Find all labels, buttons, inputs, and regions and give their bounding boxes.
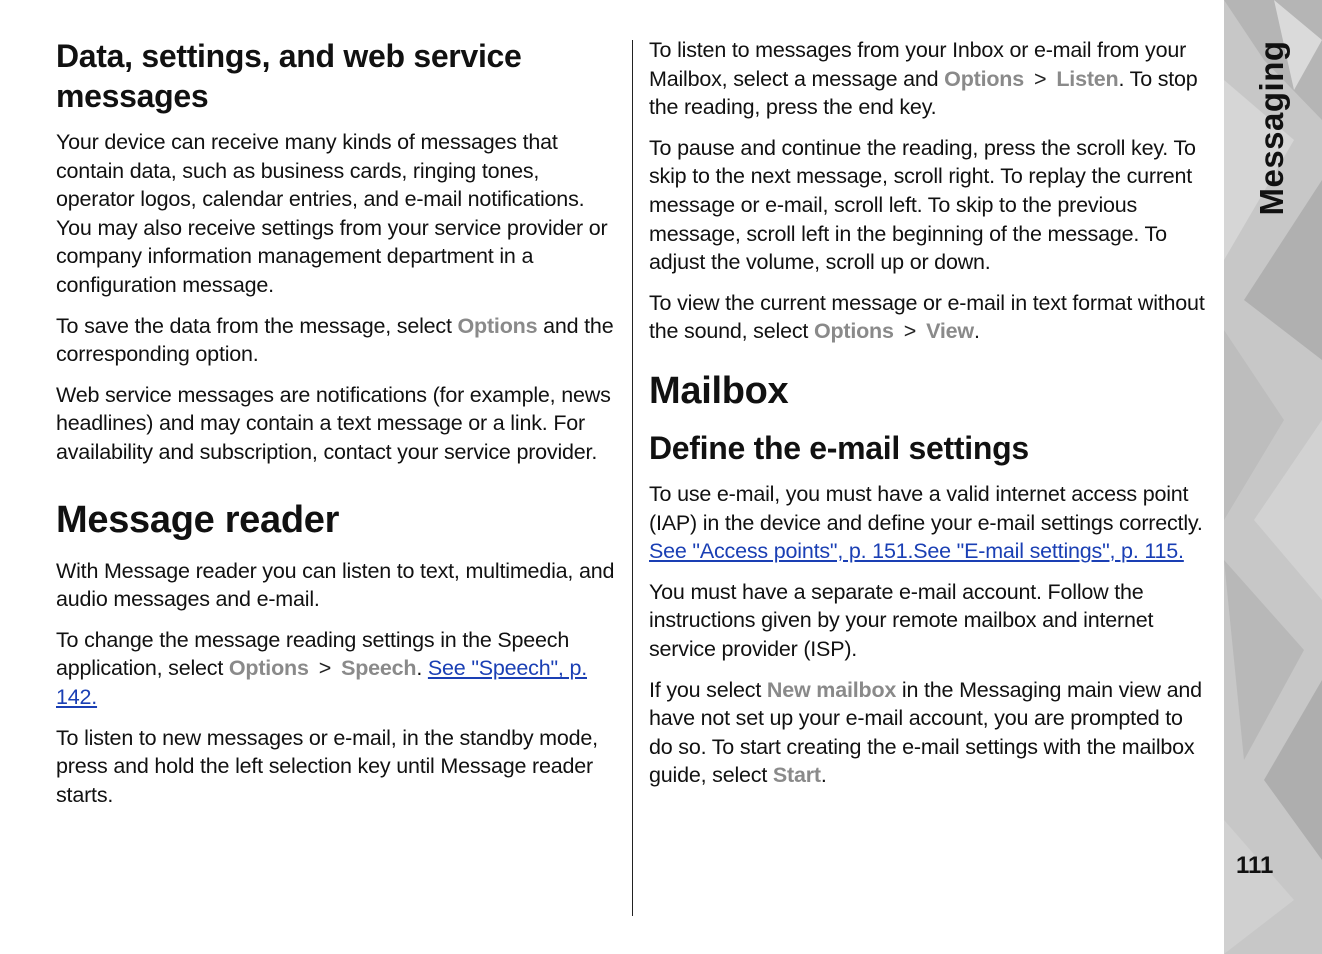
ui-view: View xyxy=(926,319,974,344)
paragraph: You must have a separate e-mail account. Follow the instructions given by your remote mailbox and internet service provider (ISP). xyxy=(649,579,1154,661)
section-label: Messaging xyxy=(1253,40,1290,216)
ui-options: Options xyxy=(944,66,1024,91)
ui-start: Start xyxy=(772,763,821,788)
paragraph: To view the current message or e-mail in text format without the sound, select Options > View. xyxy=(649,290,1205,344)
paragraph: With Message reader you can listen to text, multimedia, and audio messages and e-mail. xyxy=(56,558,615,612)
menu-separator: > xyxy=(318,656,332,681)
right-column xyxy=(649,36,1211,802)
left-column xyxy=(56,36,618,821)
paragraph: To change the message reading settings in the Speech application, select Options > Speech. See "Speech", p. 142. xyxy=(56,627,587,709)
ui-options: Options xyxy=(457,313,538,338)
paragraph: To use e-mail, you must have a valid internet access point (IAP) in the device and define your e-mail settings correctly. See "Access points", p. 151.See "E-mail settings", p. 115. xyxy=(649,481,1203,564)
heading-message-reader: Message reader xyxy=(56,498,340,541)
heading-define-email: Define the e-mail settings xyxy=(649,429,1029,466)
ui-speech: Speech xyxy=(341,656,417,681)
paragraph: Web service messages are notifications (for example, news headlines) and may contain a text message or a link. For availability and subscription, contact your service provider. xyxy=(56,382,611,464)
heading-data-settings: Data, settings, and web service messages xyxy=(56,38,522,114)
menu-separator: > xyxy=(903,319,917,344)
paragraph: Your device can receive many kinds of messages that contain data, such as business cards, ringing tones, operator logos, calendar entries, and e-mail notifications. You may also receive settings from your service provider or company information management department in a configuration message. xyxy=(56,130,608,297)
ui-listen: Listen xyxy=(1056,66,1119,91)
heading-mailbox: Mailbox xyxy=(649,369,789,412)
paragraph: To save the data from the message, select Options and the corresponding option. xyxy=(56,313,614,367)
paragraph: To pause and continue the reading, press the scroll key. To skip to the next message, scroll right. To replay the current message or e-mail, scroll left. To skip to the previous message, scroll left in the beginning of the message. To adjust the volume, scroll up or down. xyxy=(649,135,1196,275)
paragraph: To listen to messages from your Inbox or e-mail from your Mailbox, select a message and Options > Listen. To stop the reading, press the end key. xyxy=(649,38,1198,120)
ui-options: Options xyxy=(813,319,894,344)
ui-new-mailbox: New mailbox xyxy=(766,677,897,702)
ui-options: Options xyxy=(228,656,309,681)
menu-separator: > xyxy=(1034,66,1047,91)
link-speech[interactable]: See "Speech", p. 142. xyxy=(56,656,587,709)
page-number: 111 xyxy=(1236,852,1274,879)
link-access-points-email-settings[interactable]: See "Access points", p. 151.See "E-mail settings", p. 115. xyxy=(649,539,1184,564)
paragraph: To listen to new messages or e-mail, in the standby mode, press and hold the left selection key until Message reader starts. xyxy=(56,725,598,807)
column-divider xyxy=(632,40,633,916)
paragraph: If you select New mailbox in the Messaging main view and have not set up your e-mail account, you are prompted to do so. To start creating the e-mail settings with the mailbox guide, select Start. xyxy=(649,677,1202,788)
